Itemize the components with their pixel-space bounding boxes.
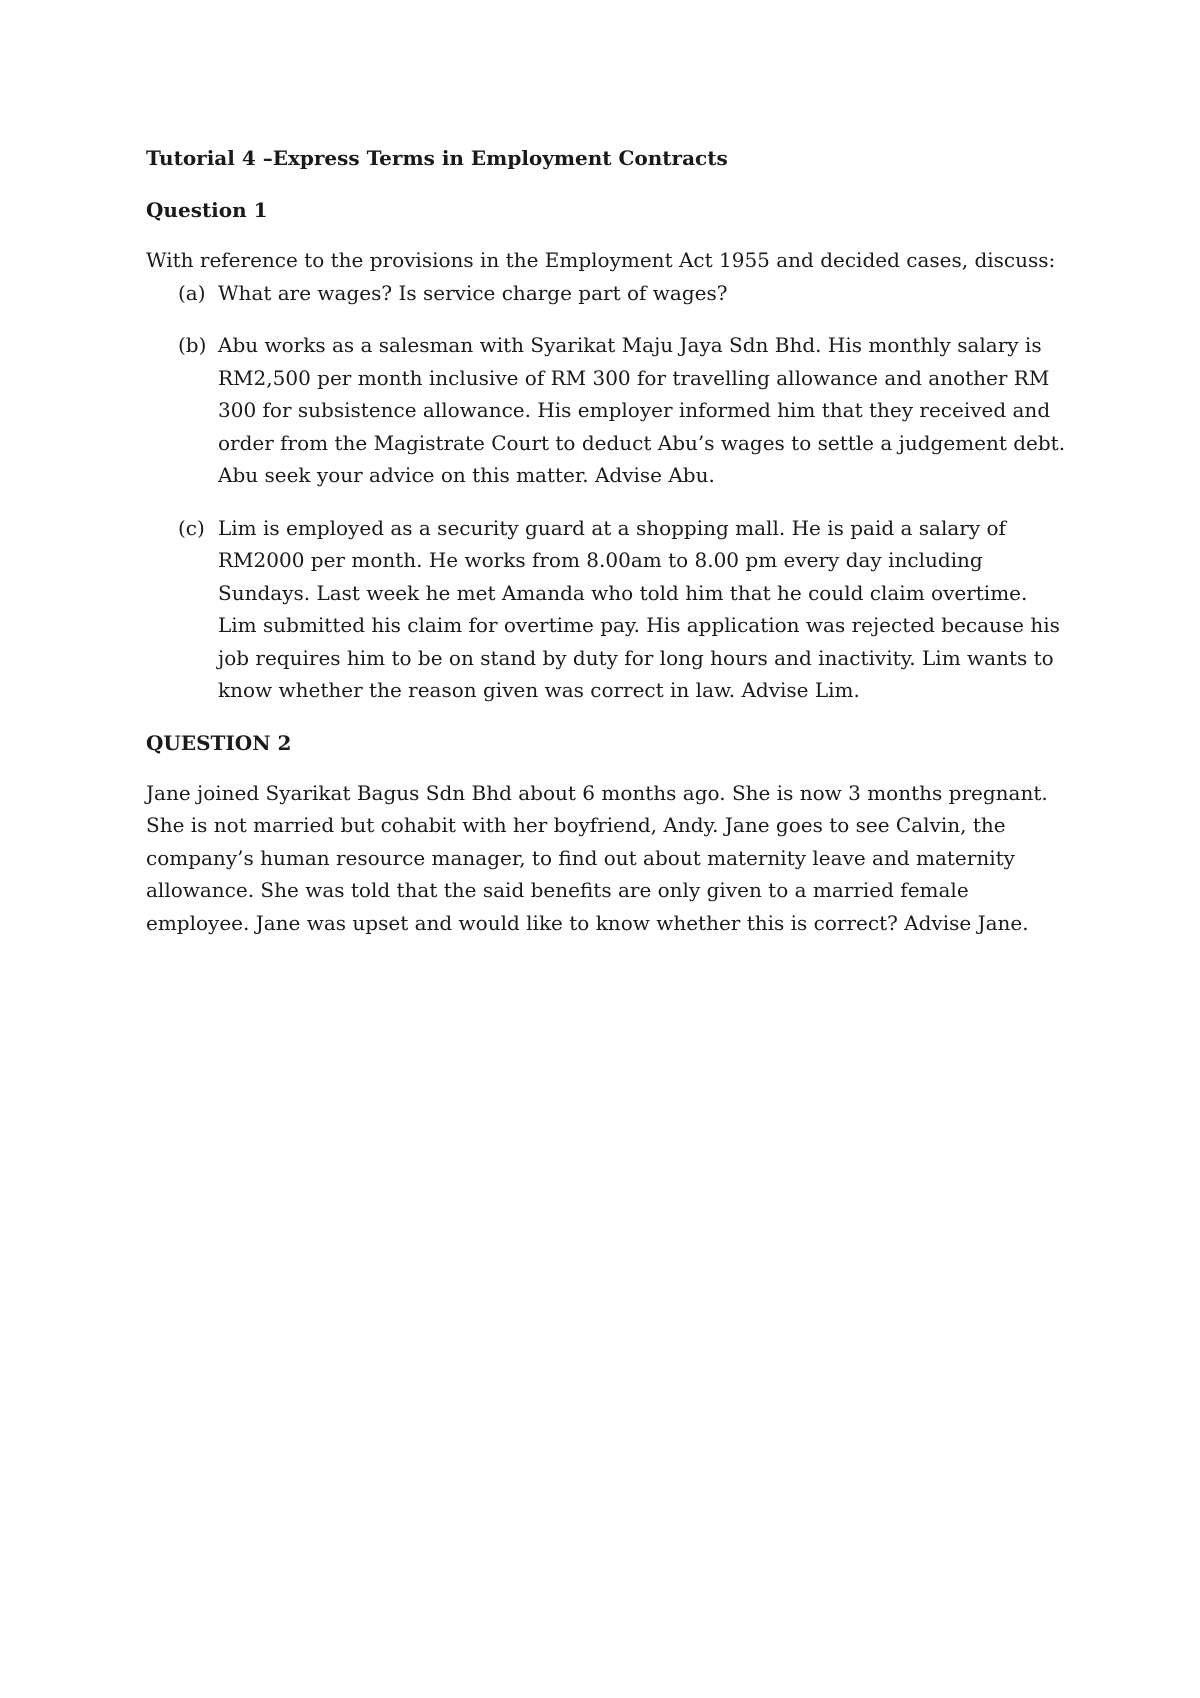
part-a-letter: (a) bbox=[178, 280, 206, 305]
part-c-text: Lim is employed as a security guard at a shopping mall. He is paid a salary of RM2000 per month. He works from 8.00am to 8.00 pm every day including Sundays. Last week he met Amanda who told him that he could claim overtime. Lim submitted his claim for overtime pay. His application was rejected because his job requires him to be on stand by duty for long hours and inactivity. Lim wants to know whether the reason given was correct in law. Advise Lim. bbox=[218, 515, 1060, 702]
question-1-intro: With reference to the provisions in the Employment Act 1955 and decided cases, discuss: bbox=[146, 248, 1056, 272]
question-1-part-b bbox=[178, 329, 1066, 492]
part-b-letter: (b) bbox=[178, 333, 207, 357]
question-1-part-c bbox=[178, 512, 1066, 707]
question-1-heading: Question 1 bbox=[146, 198, 268, 222]
document-page bbox=[146, 142, 1066, 939]
question-2-heading: QUESTION 2 bbox=[146, 730, 292, 755]
document-title: Tutorial 4 –Express Terms in Employment Contracts bbox=[146, 146, 728, 170]
part-a-text: What are wages? Is service charge part of wages? bbox=[218, 280, 728, 305]
part-c-letter: (c) bbox=[178, 515, 205, 540]
question-1-part-a bbox=[178, 277, 1066, 310]
part-b-text: Abu works as a salesman with Syarikat Maju Jaya Sdn Bhd. His monthly salary is RM2,500 per month inclusive of RM 300 for travelling allowance and another RM 300 for subsistence allowance. His employer informed him that they received and order from the Magistrate Court to deduct Abu’s wages to settle a judgement debt. Abu seek your advice on this matter. Advise Abu. bbox=[218, 333, 1066, 487]
question-2-text: Jane joined Syarikat Bagus Sdn Bhd about 6 months ago. She is now 3 months pregnant. She is not married but cohabit with her boyfriend, Andy. Jane goes to see Calvin, the company’s human resource manager, to find out about maternity leave and maternity allowance. She was told that the said benefits are only given to a married female employee. Jane was upset and would like to know whether this is correct? Advise Jane. bbox=[146, 780, 1048, 935]
